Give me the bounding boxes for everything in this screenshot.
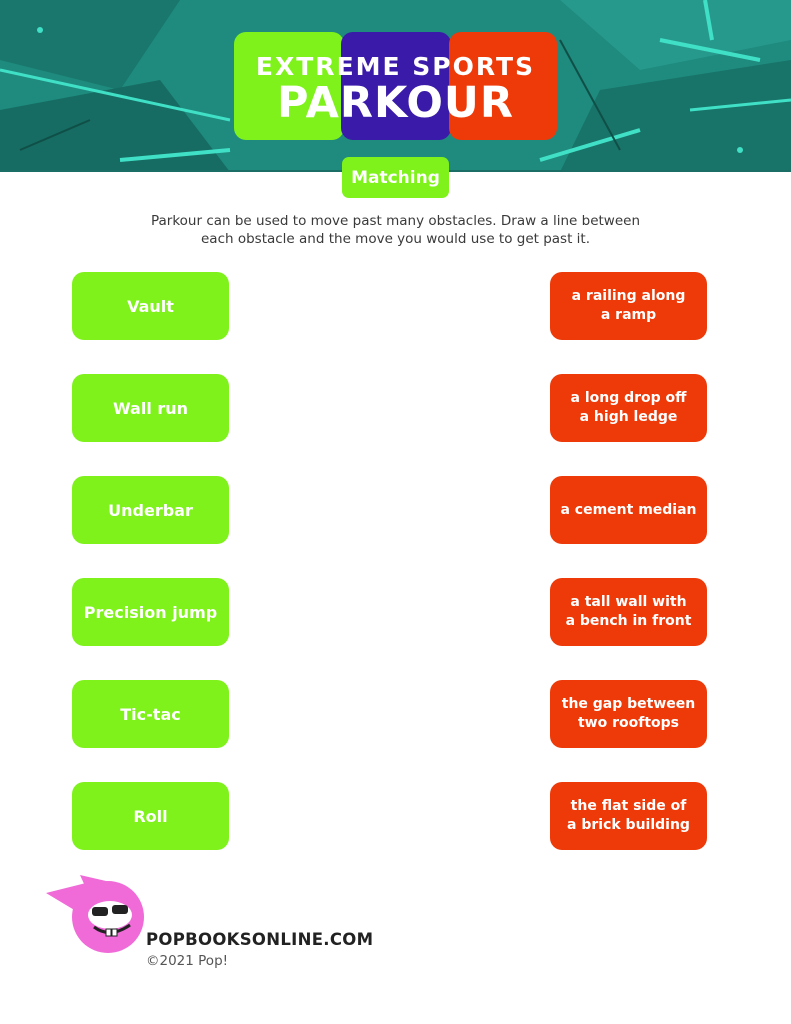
obstacle-card-brick[interactable]: [550, 782, 707, 850]
move-card-underbar[interactable]: Underbar: [72, 476, 229, 544]
move-card-wall-run[interactable]: Wall run: [72, 374, 229, 442]
move-card-roll[interactable]: Roll: [72, 782, 229, 850]
obstacle-text: a ramp: [600, 307, 657, 323]
obstacle-text: a brick building: [567, 817, 690, 833]
obstacle-card-gap[interactable]: [550, 680, 707, 748]
move-card-tic-tac[interactable]: Tic-tac: [72, 680, 229, 748]
logo-title: PARKOUR: [277, 78, 514, 128]
obstacle-text: the flat side of: [570, 798, 687, 814]
obstacle-text: a cement median: [560, 501, 697, 518]
obstacle-text: a bench in front: [565, 613, 692, 629]
obstacle-text: the gap between: [561, 696, 696, 712]
obstacle-card-drop[interactable]: [550, 374, 707, 442]
move-card-vault[interactable]: Vault: [72, 272, 229, 340]
obstacle-text: a tall wall with: [570, 594, 687, 610]
instructions: [140, 212, 651, 248]
obstacle-text: a railing along: [571, 288, 686, 304]
instructions-line-1: Parkour can be used to move past many obstacles. Draw a line between: [150, 213, 641, 229]
obstacle-card-wall[interactable]: [550, 578, 707, 646]
logo-subtitle: EXTREME SPORTS: [255, 52, 536, 81]
site-url: POPBOOKSONLINE.COM: [146, 930, 374, 949]
obstacle-card-railing[interactable]: [550, 272, 707, 340]
move-card-precision-jump[interactable]: Precision jump: [72, 578, 229, 646]
instructions-line-2: each obstacle and the move you would use to get past it.: [200, 231, 591, 247]
obstacle-text: two rooftops: [577, 715, 679, 731]
obstacle-text: a long drop off: [570, 390, 687, 406]
copyright: ©2021 Pop!: [146, 953, 229, 969]
obstacle-text: a high ledge: [579, 409, 678, 425]
pop-rabbit-mascot-icon: [46, 875, 148, 955]
section-tab-matching: Matching: [342, 157, 449, 198]
obstacle-card-median[interactable]: [550, 476, 707, 544]
